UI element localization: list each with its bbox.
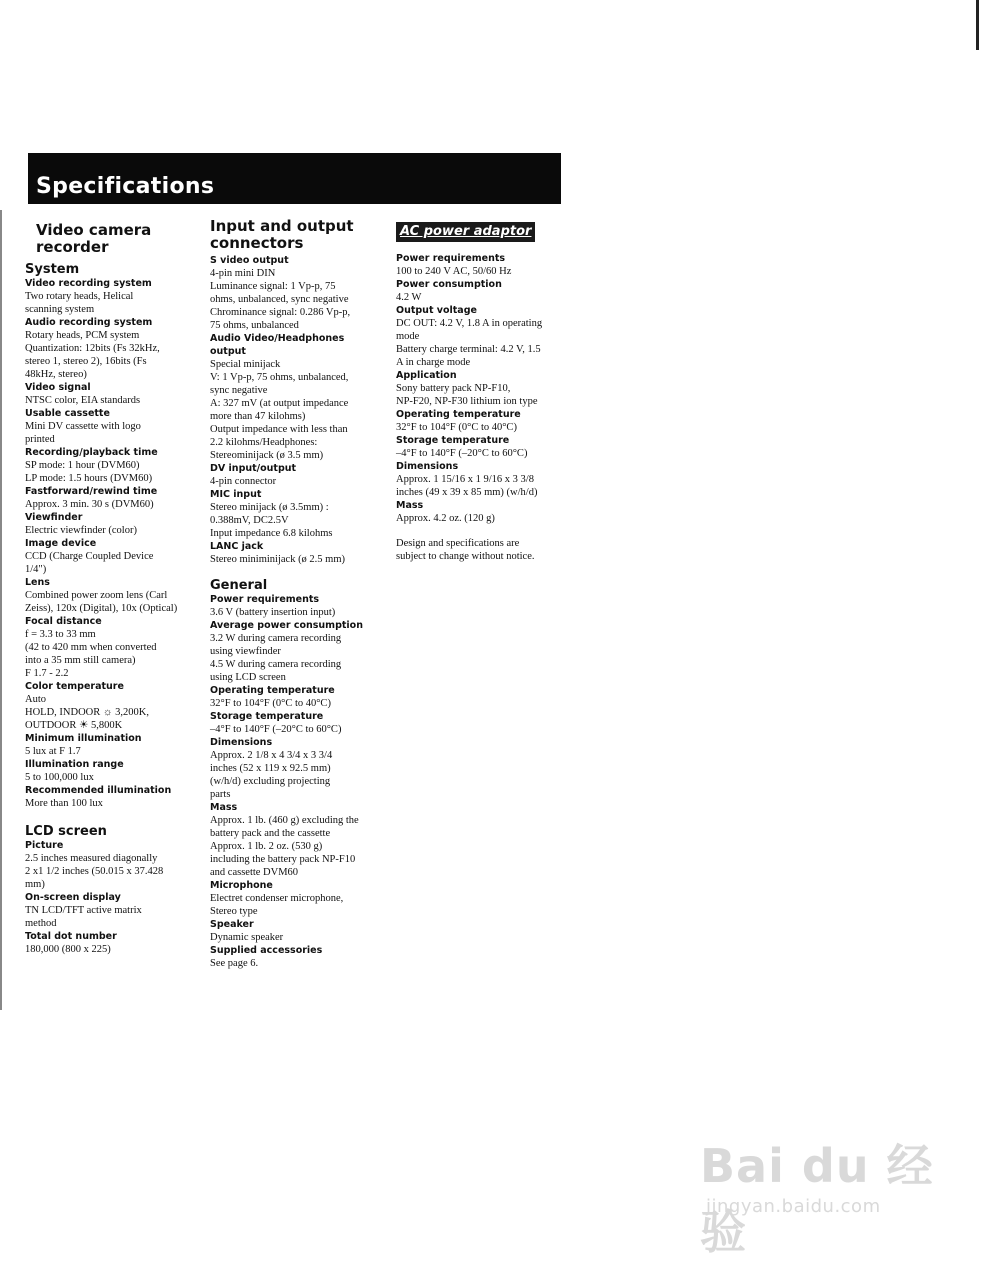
spec-value: Electric viewfinder (color) [25,525,137,536]
spec-value: Approx. 1 lb. (460 g) excluding the battery pack and the cassette Approx. 1 lb. 2 oz. (530 g) including the battery pack NP-F10 and cassette DVM60 [210,815,359,878]
spec-label: Operating temperature [396,409,521,420]
spec-label: Illumination range [25,759,124,770]
spec-value: –4°F to 140°F (–20°C to 60°C) [396,448,528,459]
spec-label: DV input/output [210,463,297,474]
spec-label: Power requirements [396,253,506,264]
spec-value: Sony battery pack NP-F10, NP-F20, NP-F30 lithium ion type [396,383,538,407]
spec-value: Mini DV cassette with logo printed [25,421,141,445]
spec-value: CCD (Charge Coupled Device 1/4") [25,551,154,575]
spec-label: Mass [396,500,424,511]
spec-label: Color temperature [25,681,124,692]
spec-value: 2.5 inches measured diagonally 2 x1 1/2 inches (50.015 x 37.428 mm) [25,853,164,890]
spec-value: Auto HOLD, INDOOR ☼ 3,200K, OUTDOOR ☀ 5,800K [25,694,149,731]
disclaimer-note: Design and specifications are subject to change without notice. [396,538,535,562]
spec-value: 32°F to 104°F (0°C to 40°C) [210,698,331,709]
spec-label: On-screen display [25,892,121,903]
spec-label: Mass [210,802,238,813]
spec-label: Fastforward/rewind time [25,486,158,497]
spec-label: LANC jack [210,541,264,552]
spec-label: Operating temperature [210,685,335,696]
section-heading: LCD screen [25,824,107,839]
spec-label: Dimensions [210,737,273,748]
connectors-list [210,254,382,566]
spec-label: Total dot number [25,931,117,942]
spec-value: Rotary heads, PCM system Quantization: 12bits (Fs 32kHz, stereo 1, stereo 2), 16bits (Fs 48kHz, stereo) [25,330,160,380]
spec-value: 32°F to 104°F (0°C to 40°C) [396,422,517,433]
spec-value: –4°F to 140°F (–20°C to 60°C) [210,724,342,735]
spec-value: TN LCD/TFT active matrix method [25,905,142,929]
spec-label: Viewfinder [25,512,83,523]
spec-label: Focal distance [25,616,102,627]
spec-value: Stereo miniminijack (ø 2.5 mm) [210,554,346,565]
spec-label: Storage temperature [210,711,324,722]
spec-label: Lens [25,577,50,588]
watermark-logo: Bai du 经验 [700,1139,934,1259]
connectors-heading: Input and output connectors [210,217,354,252]
spec-label: Power consumption [396,279,502,290]
spec-label: Dimensions [396,461,459,472]
spec-value: Approx. 2 1/8 x 4 3/4 x 3 3/4 inches (52 x 119 x 92.5 mm) (w/h/d) excluding projecting parts [210,750,333,800]
spec-value: Stereo minijack (ø 3.5mm) : 0.388mV, DC2.5V Input impedance 6.8 kilohms [210,502,333,539]
spec-value: f = 3.3 to 33 mm (42 to 420 mm when converted into a 35 mm still camera) F 1.7 - 2.2 [25,629,157,679]
spec-value: More than 100 lux [25,798,103,809]
video-camera-heading: Video camera recorder [36,221,152,256]
spec-value: Dynamic speaker [210,932,284,943]
section-items [25,839,205,956]
spec-value: SP mode: 1 hour (DVM60) LP mode: 1.5 hours (DVM60) [25,460,153,484]
spec-label: Supplied accessories [210,945,323,956]
general-heading: General [210,578,268,593]
spec-value: Combined power zoom lens (Carl Zeiss), 120x (Digital), 10x (Optical) [25,590,178,614]
spec-value: Electret condenser microphone, Stereo type [210,893,344,917]
ac-adaptor-list [396,252,576,525]
spec-label: Audio Video/Headphones output [210,333,345,357]
spec-label: Audio recording system [25,317,153,328]
spec-label: MIC input [210,489,262,500]
col1-sections [25,262,205,956]
watermark-url: jingyan.baidu.com [706,1196,881,1217]
ac-adaptor-heading: AC power adaptor [396,222,535,242]
spec-label: Video recording system [25,278,152,289]
spec-label: Microphone [210,880,273,891]
spec-value: 100 to 240 V AC, 50/60 Hz [396,266,512,277]
spec-label: Application [396,370,457,381]
spec-label: Minimum illumination [25,733,142,744]
spec-label: Storage temperature [396,435,510,446]
spec-label: Video signal [25,382,91,393]
spec-label: Power requirements [210,594,320,605]
watermark [700,1130,950,1259]
spec-value: DC OUT: 4.2 V, 1.8 A in operating mode Battery charge terminal: 4.2 V, 1.5 A in charge mode [396,318,543,368]
spec-value: Two rotary heads, Helical scanning system [25,291,134,315]
spec-value: NTSC color, EIA standards [25,395,141,406]
scan-mark [976,0,979,50]
spec-value: 5 lux at F 1.7 [25,746,81,757]
section-heading: System [25,262,80,277]
spec-label: Picture [25,840,64,851]
spec-value: 4.2 W [396,292,422,303]
page-title: Specifications [36,174,215,199]
spec-value: 4-pin mini DIN Luminance signal: 1 Vp-p, 75 ohms, unbalanced, sync negative Chrominance signal: 0.286 Vp-p, 75 ohms, unbalanced [210,268,351,331]
column-video-camera [25,222,205,956]
title-banner [28,153,561,204]
scan-mark [0,210,2,1010]
spec-label: Output voltage [396,305,477,316]
spec-label: Speaker [210,919,254,930]
spec-label: Recommended illumination [25,785,172,796]
spec-label: S video output [210,255,289,266]
spec-value: 5 to 100,000 lux [25,772,94,783]
section-items [25,277,205,810]
spec-value: 4-pin connector [210,476,277,487]
column-ac-adaptor [396,222,576,563]
spec-value: 3.2 W during camera recording using viewfinder 4.5 W during camera recording using LCD screen [210,633,342,683]
spec-value: Approx. 3 min. 30 s (DVM60) [25,499,154,510]
spec-value: Special minijack V: 1 Vp-p, 75 ohms, unbalanced, sync negative A: 327 mV (at output impedance more than 47 kilohms) Output impedance with less than 2.2 kilohms/Headphones: Stereominijack (ø 3.5 mm) [210,359,349,461]
column-connectors [210,218,382,970]
spec-label: Usable cassette [25,408,110,419]
spec-label: Image device [25,538,97,549]
spec-value: Approx. 4.2 oz. (120 g) [396,513,495,524]
spec-value: 3.6 V (battery insertion input) [210,607,336,618]
spec-value: See page 6. [210,958,259,969]
general-list [210,593,382,970]
spec-label: Recording/playback time [25,447,158,458]
spec-label: Average power consumption [210,620,363,631]
spec-value: Approx. 1 15/16 x 1 9/16 x 3 3/8 inches (49 x 39 x 85 mm) (w/h/d) [396,474,538,498]
spec-value: 180,000 (800 x 225) [25,944,111,955]
